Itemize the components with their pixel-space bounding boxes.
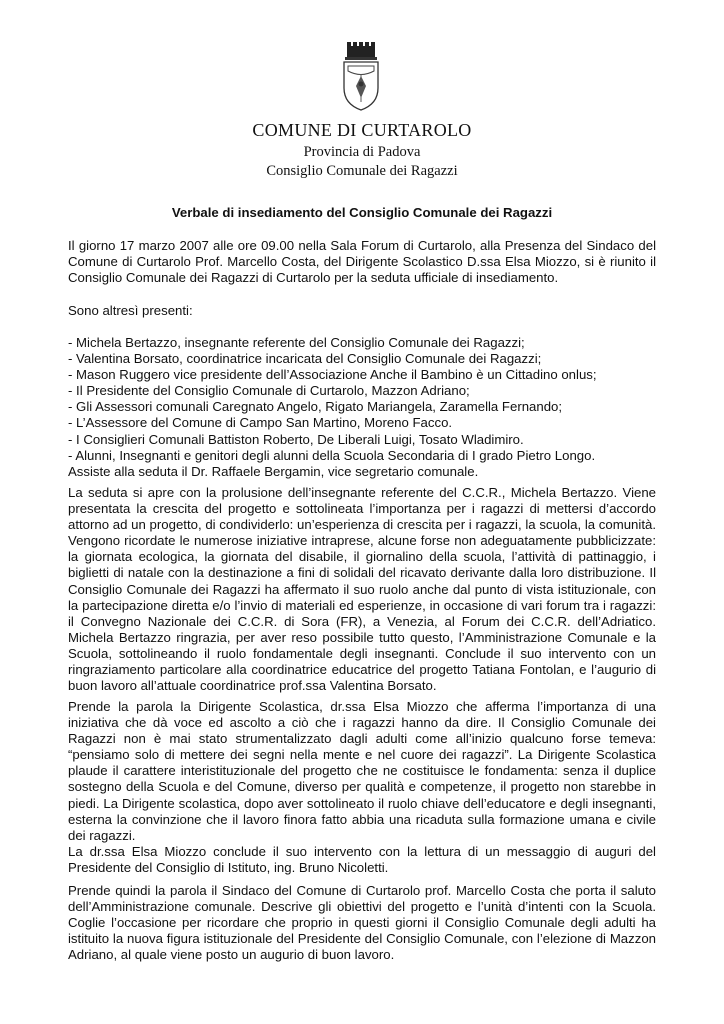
coat-of-arms-icon — [338, 40, 384, 112]
list-item: - Alunni, Insegnanti e genitori degli alunni della Scuola Secondaria di I grado Pietro Longo. — [68, 447, 596, 463]
paragraph-sindaco: Prende quindi la parola il Sindaco del Comune di Curtarolo prof. Marcello Costa che porta il saluto dell’Amministrazione comunale. Descrive gli obiettivi del progetto e l’unità d’intenti con la Scuola. Coglie l’occasione per ricordare che proprio in questi giorni il Consiglio Comunale degli adulti ha istituito la nuova figura istituzionale del Presidente del Consiglio Comunale, con l’elezione di Mazzon Adriano, al quale viene posto un augurio di buon lavoro. — [68, 883, 656, 963]
list-item: - L’Assessore del Comune di Campo San Martino, Moreno Facco. — [68, 415, 453, 431]
paragraph-dirigente: Prende la parola la Dirigente Scolastica, dr.ssa Elsa Miozzo che afferma l’importanza di una iniziativa che dà voce ed ascolto a ciò che i ragazzi hanno da dire. Il Consiglio Comunale dei Ragazzi non è mai stato strumentalizzato dagli adulti come all’inizio qualcuno forse temeva: “pensiamo solo di mettere dei segni nella mente e nel cuore dei ragazzi”. La Dirigente Scolastica plaude il carattere interistituzionale del progetto che ne costituisce le fondamenta: senza il duplice sostegno della Scuola e del Comune, diverso per qualità e competenze, il progetto non starebbe in piedi. La Dirigente scolastica, dopo aver sottolineato il ruolo chiave dell’educatore e degli insegnanti, esterna la convinzione che il lavoro finora fatto abbia una ricaduta sulla formazione umana e civile dei ragazzi. — [68, 699, 656, 843]
attendees-list — [68, 335, 656, 480]
list-item: - I Consiglieri Comunali Battiston Roberto, De Liberali Luigi, Tosato Wladimiro. — [68, 431, 524, 447]
paragraph-dirigente-conclusion: La dr.ssa Elsa Miozzo conclude il suo intervento con la lettura di un messaggio di auguri del Presidente del Consiglio di Istituto, ing. Bruno Nicoletti. — [68, 843, 656, 875]
provincia-name: Provincia di Padova — [303, 144, 421, 160]
list-item: - Mason Ruggero vice presidente dell’Associazione Anche il Bambino è un Cittadino onlus; — [68, 367, 597, 383]
intro-paragraph: Il giorno 17 marzo 2007 alle ore 09.00 nella Sala Forum di Curtarolo, alla Presenza del Sindaco del Comune di Curtarolo Prof. Marcello Costa, del Dirigente Scolastico D.ssa Elsa Miozzo, si è riunito il Consiglio Comunale dei Ragazzi di Curtarolo per la seduta ufficiale di insediamento. — [68, 238, 656, 286]
list-item: - Michela Bertazzo, insegnante referente del Consiglio Comunale dei Ragazzi; — [68, 335, 525, 350]
paragraph-dirigente-block — [68, 699, 656, 876]
list-item: - Gli Assessori comunali Caregnato Angelo, Rigato Mariangela, Zaramella Fernando; — [68, 399, 563, 415]
consiglio-name: Consiglio Comunale dei Ragazzi — [266, 163, 458, 179]
paragraph-insegnante: La seduta si apre con la prolusione dell’insegnante referente del C.C.R., Michela Bertazzo. Viene presentata la crescita del progetto e sottolineata l’importanza per i ragazzi di mettersi d’accordo attorno ad un progetto, di condividerlo: un’esperienza di crescita per i ragazzi, la scuola, la comunità. Vengono ricordate le numerose iniziative intraprese, alcune forse non adeguatamente pubblicizzate: la giornata ecologica, la giornata del disabile, il giornalino della scuola, l’attività di pattinaggio, i biglietti di natale con la destinazione a fini di solidali del ricavato derivante dalla loro distribuzione. Il Consiglio Comunale dei Ragazzi ha affermato il suo ruolo anche dal punto di vista istituzionale, con la partecipazione diretta e/o l’invio di materiali ed esperienze, in occasione di vari forum tra i ragazzi: il Convegno Nazionale dei C.C.R. di Sora (FR), a Venezia, al Forum dei C.C.R. dell’Adriatico. Michela Bertazzo ringrazia, per aver reso possibile tutto questo, l’Amministrazione Comunale e la Scuola, sottolineando il ruolo fondamentale degli insegnanti. Conclude il suo intervento con un ringraziamento particolare alla coordinatrice educatrice del progetto Tatiana Fontolan, e l’augurio di buon lavoro all’attuale coordinatrice prof.ssa Valentina Borsato. — [68, 485, 656, 694]
list-item: - Il Presidente del Consiglio Comunale di Curtarolo, Mazzon Adriano; — [68, 383, 470, 399]
comune-name: COMUNE DI CURTAROLO — [252, 120, 472, 140]
presenti-heading: Sono altresì presenti: — [68, 303, 193, 318]
list-item: - Valentina Borsato, coordinatrice incaricata del Consiglio Comunale dei Ragazzi; — [68, 351, 542, 367]
list-item: Assiste alla seduta il Dr. Raffaele Bergamin, vice segretario comunale. — [68, 463, 479, 479]
document-title: Verbale di insediamento del Consiglio Comunale dei Ragazzi — [171, 205, 553, 220]
